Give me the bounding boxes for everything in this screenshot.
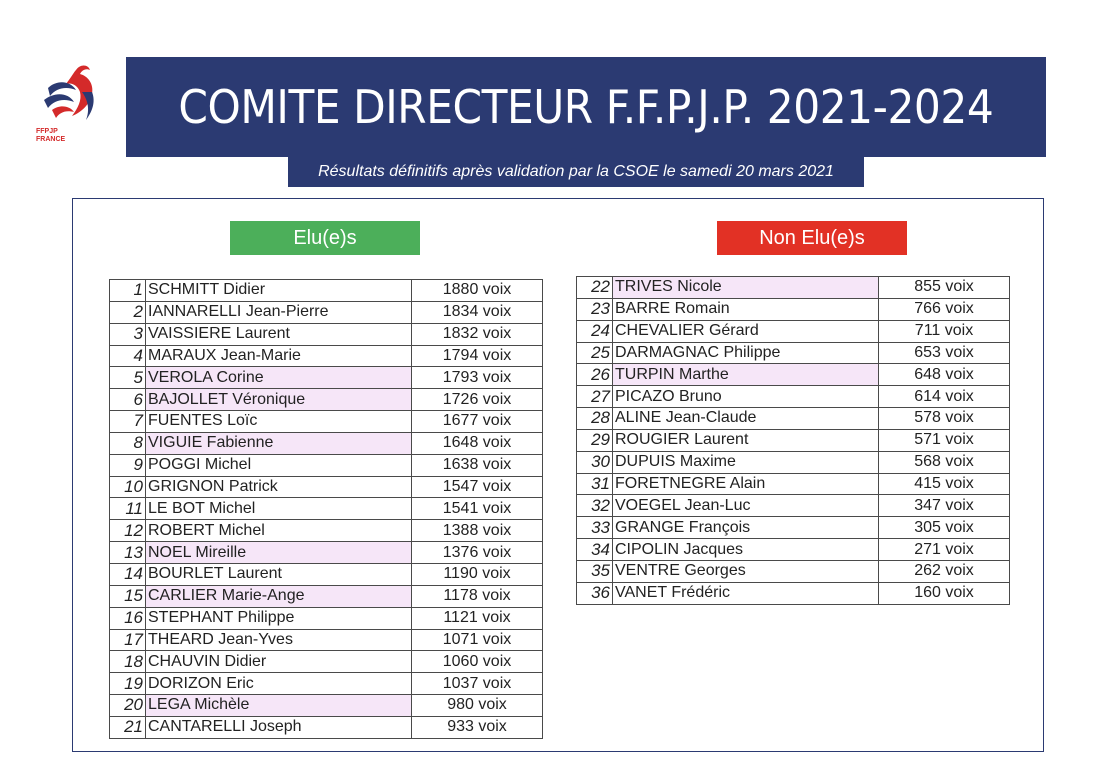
- rank-cell: 34: [577, 539, 613, 561]
- votes-cell: 568 voix: [879, 451, 1010, 473]
- votes-cell: 1071 voix: [412, 629, 543, 651]
- rank-cell: 21: [110, 716, 146, 738]
- table-row: [110, 454, 543, 476]
- table-row: [110, 520, 543, 542]
- votes-cell: 933 voix: [412, 716, 543, 738]
- table-row: [110, 476, 543, 498]
- rank-cell: 4: [110, 345, 146, 367]
- table-row: [577, 277, 1010, 299]
- name-cell: CHAUVIN Didier: [146, 651, 412, 673]
- rank-cell: 11: [110, 498, 146, 520]
- votes-cell: 711 voix: [879, 320, 1010, 342]
- name-cell: ROBERT Michel: [146, 520, 412, 542]
- name-cell: STEPHANT Philippe: [146, 607, 412, 629]
- rank-cell: 19: [110, 673, 146, 695]
- votes-cell: 1190 voix: [412, 563, 543, 585]
- table-row: [577, 342, 1010, 364]
- rank-cell: 35: [577, 560, 613, 582]
- table-row: [110, 607, 543, 629]
- name-cell: POGGI Michel: [146, 454, 412, 476]
- name-cell: THEARD Jean-Yves: [146, 629, 412, 651]
- table-row: [110, 651, 543, 673]
- table-row: [110, 301, 543, 323]
- name-cell: DUPUIS Maxime: [613, 451, 879, 473]
- rank-cell: 33: [577, 517, 613, 539]
- rank-cell: 14: [110, 563, 146, 585]
- rank-cell: 3: [110, 323, 146, 345]
- table-row: [577, 517, 1010, 539]
- votes-cell: 1793 voix: [412, 367, 543, 389]
- name-cell: CARLIER Marie-Ange: [146, 585, 412, 607]
- name-cell: TRIVES Nicole: [613, 277, 879, 299]
- title-banner: [126, 57, 1046, 157]
- name-cell: SCHMITT Didier: [146, 280, 412, 302]
- rank-cell: 36: [577, 582, 613, 604]
- rank-cell: 18: [110, 651, 146, 673]
- table-row: [110, 367, 543, 389]
- name-cell: ALINE Jean-Claude: [613, 408, 879, 430]
- table-row: [110, 695, 543, 717]
- table-row: [110, 432, 543, 454]
- table-row: [577, 320, 1010, 342]
- rank-cell: 10: [110, 476, 146, 498]
- votes-cell: 1541 voix: [412, 498, 543, 520]
- name-cell: VIGUIE Fabienne: [146, 432, 412, 454]
- votes-cell: 1060 voix: [412, 651, 543, 673]
- table-row: [577, 582, 1010, 604]
- table-row: [110, 629, 543, 651]
- rank-cell: 26: [577, 364, 613, 386]
- name-cell: DARMAGNAC Philippe: [613, 342, 879, 364]
- votes-cell: 614 voix: [879, 386, 1010, 408]
- table-row: [577, 560, 1010, 582]
- not-elected-label: Non Elu(e)s: [717, 221, 907, 255]
- rank-cell: 15: [110, 585, 146, 607]
- name-cell: BARRE Romain: [613, 298, 879, 320]
- votes-cell: 347 voix: [879, 495, 1010, 517]
- table-row: [577, 364, 1010, 386]
- rooster-icon: [36, 62, 114, 132]
- name-cell: TURPIN Marthe: [613, 364, 879, 386]
- votes-cell: 1834 voix: [412, 301, 543, 323]
- table-row: [577, 473, 1010, 495]
- votes-cell: 578 voix: [879, 408, 1010, 430]
- votes-cell: 653 voix: [879, 342, 1010, 364]
- rank-cell: 12: [110, 520, 146, 542]
- table-row: [110, 280, 543, 302]
- votes-cell: 766 voix: [879, 298, 1010, 320]
- votes-cell: 571 voix: [879, 429, 1010, 451]
- votes-cell: 1547 voix: [412, 476, 543, 498]
- votes-cell: 1726 voix: [412, 389, 543, 411]
- votes-cell: 160 voix: [879, 582, 1010, 604]
- votes-cell: 855 voix: [879, 277, 1010, 299]
- table-row: [110, 716, 543, 738]
- votes-cell: 1037 voix: [412, 673, 543, 695]
- subtitle-banner: [288, 157, 864, 187]
- votes-cell: 271 voix: [879, 539, 1010, 561]
- name-cell: PICAZO Bruno: [613, 386, 879, 408]
- rank-cell: 31: [577, 473, 613, 495]
- name-cell: VEROLA Corine: [146, 367, 412, 389]
- table-row: [110, 411, 543, 433]
- table-row: [577, 539, 1010, 561]
- table-row: [577, 451, 1010, 473]
- name-cell: LEGA Michèle: [146, 695, 412, 717]
- page-subtitle: Résultats définitifs après validation par la CSOE le samedi 20 mars 2021: [318, 163, 834, 180]
- elected-label: Elu(e)s: [230, 221, 420, 255]
- votes-cell: 1832 voix: [412, 323, 543, 345]
- rank-cell: 13: [110, 542, 146, 564]
- name-cell: VOEGEL Jean-Luc: [613, 495, 879, 517]
- votes-cell: 1388 voix: [412, 520, 543, 542]
- rank-cell: 27: [577, 386, 613, 408]
- table-row: [110, 498, 543, 520]
- rank-cell: 7: [110, 411, 146, 433]
- name-cell: VANET Frédéric: [613, 582, 879, 604]
- votes-cell: 1880 voix: [412, 280, 543, 302]
- name-cell: ROUGIER Laurent: [613, 429, 879, 451]
- votes-cell: 1121 voix: [412, 607, 543, 629]
- votes-cell: 1794 voix: [412, 345, 543, 367]
- votes-cell: 1638 voix: [412, 454, 543, 476]
- table-row: [110, 345, 543, 367]
- table-row: [110, 542, 543, 564]
- rank-cell: 23: [577, 298, 613, 320]
- rank-cell: 8: [110, 432, 146, 454]
- rank-cell: 5: [110, 367, 146, 389]
- table-row: [577, 495, 1010, 517]
- name-cell: VENTRE Georges: [613, 560, 879, 582]
- rank-cell: 1: [110, 280, 146, 302]
- name-cell: FUENTES Loïc: [146, 411, 412, 433]
- rank-cell: 22: [577, 277, 613, 299]
- name-cell: FORETNEGRE Alain: [613, 473, 879, 495]
- name-cell: LE BOT Michel: [146, 498, 412, 520]
- name-cell: MARAUX Jean-Marie: [146, 345, 412, 367]
- name-cell: NOEL Mireille: [146, 542, 412, 564]
- votes-cell: 980 voix: [412, 695, 543, 717]
- table-row: [110, 585, 543, 607]
- logo-text-france: FRANCE: [36, 136, 66, 143]
- ffpjp-logo: [36, 62, 114, 146]
- votes-cell: 1376 voix: [412, 542, 543, 564]
- not-elected-table: [576, 276, 1010, 605]
- rank-cell: 2: [110, 301, 146, 323]
- rank-cell: 28: [577, 408, 613, 430]
- table-row: [577, 429, 1010, 451]
- rank-cell: 20: [110, 695, 146, 717]
- name-cell: BOURLET Laurent: [146, 563, 412, 585]
- table-row: [110, 323, 543, 345]
- name-cell: IANNARELLI Jean-Pierre: [146, 301, 412, 323]
- rank-cell: 9: [110, 454, 146, 476]
- votes-cell: 305 voix: [879, 517, 1010, 539]
- votes-cell: 415 voix: [879, 473, 1010, 495]
- name-cell: GRANGE François: [613, 517, 879, 539]
- name-cell: VAISSIERE Laurent: [146, 323, 412, 345]
- votes-cell: 648 voix: [879, 364, 1010, 386]
- votes-cell: 1178 voix: [412, 585, 543, 607]
- table-row: [577, 408, 1010, 430]
- table-row: [577, 386, 1010, 408]
- rank-cell: 6: [110, 389, 146, 411]
- table-row: [110, 389, 543, 411]
- votes-cell: 262 voix: [879, 560, 1010, 582]
- name-cell: BAJOLLET Véronique: [146, 389, 412, 411]
- rank-cell: 16: [110, 607, 146, 629]
- name-cell: CIPOLIN Jacques: [613, 539, 879, 561]
- rank-cell: 30: [577, 451, 613, 473]
- name-cell: CHEVALIER Gérard: [613, 320, 879, 342]
- rank-cell: 17: [110, 629, 146, 651]
- name-cell: GRIGNON Patrick: [146, 476, 412, 498]
- name-cell: DORIZON Eric: [146, 673, 412, 695]
- rank-cell: 25: [577, 342, 613, 364]
- rank-cell: 32: [577, 495, 613, 517]
- table-row: [577, 298, 1010, 320]
- name-cell: CANTARELLI Joseph: [146, 716, 412, 738]
- elected-table: [109, 279, 543, 739]
- table-row: [110, 673, 543, 695]
- rank-cell: 29: [577, 429, 613, 451]
- votes-cell: 1648 voix: [412, 432, 543, 454]
- page-title: COMITE DIRECTEUR F.F.P.J.P. 2021-2024: [178, 80, 994, 134]
- table-row: [110, 563, 543, 585]
- logo-text-ffpjp: FFPJP: [36, 128, 58, 135]
- votes-cell: 1677 voix: [412, 411, 543, 433]
- rank-cell: 24: [577, 320, 613, 342]
